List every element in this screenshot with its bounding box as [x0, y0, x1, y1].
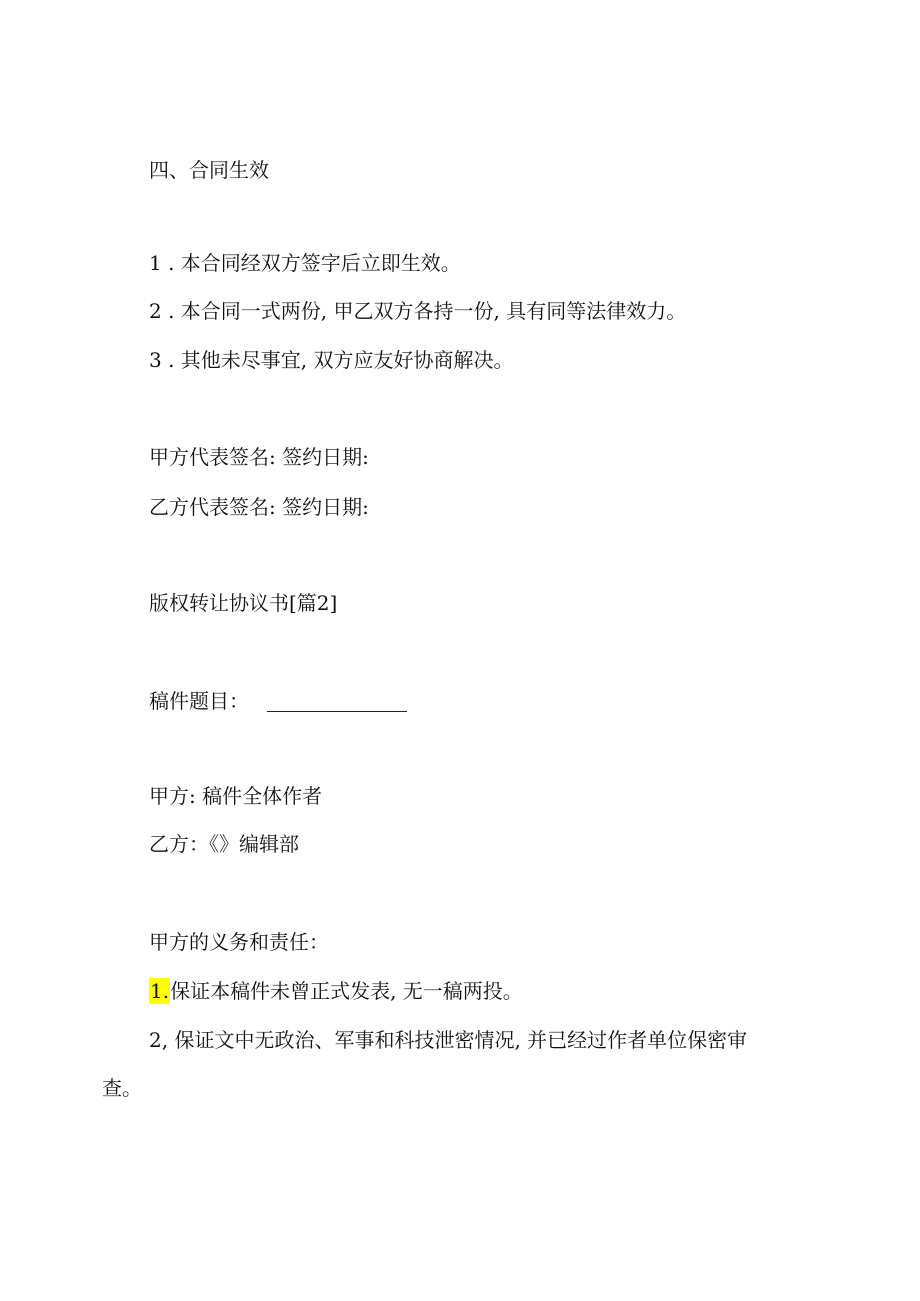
document-title: 版权转让协议书[篇2] — [149, 591, 338, 615]
clause-2: 2 . 本合同一式两份, 甲乙双方各持一份, 具有同等法律效力。 — [149, 299, 687, 323]
party-a-signature-line: 甲方代表签名: 签约日期: — [149, 445, 369, 469]
party-b-line: 乙方：《》编辑部 — [149, 832, 299, 856]
clause-1: 1 . 本合同经双方签字后立即生效。 — [149, 251, 461, 275]
highlighted-number: 1. — [150, 979, 170, 1003]
manuscript-title-blank — [267, 691, 407, 712]
manuscript-title-row — [149, 688, 407, 714]
section-heading: 四、合同生效 — [149, 158, 269, 182]
duty-1-text: 保证本稿件未曾正式发表, 无一稿两投。 — [170, 979, 523, 1003]
party-b-signature-line: 乙方代表签名: 签约日期: — [149, 495, 369, 519]
party-a-line: 甲方: 稿件全体作者 — [149, 784, 323, 808]
manuscript-title-label: 稿件题目： — [149, 689, 249, 713]
duty-2-line-2: 查。 — [102, 1076, 142, 1100]
duty-1 — [149, 978, 523, 1004]
duties-heading: 甲方的义务和责任： — [149, 930, 329, 954]
clause-3: 3 . 其他未尽事宜, 双方应友好协商解决。 — [149, 348, 514, 372]
duty-2-line-1: 2, 保证文中无政治、军事和科技泄密情况, 并已经过作者单位保密审 — [149, 1028, 748, 1052]
